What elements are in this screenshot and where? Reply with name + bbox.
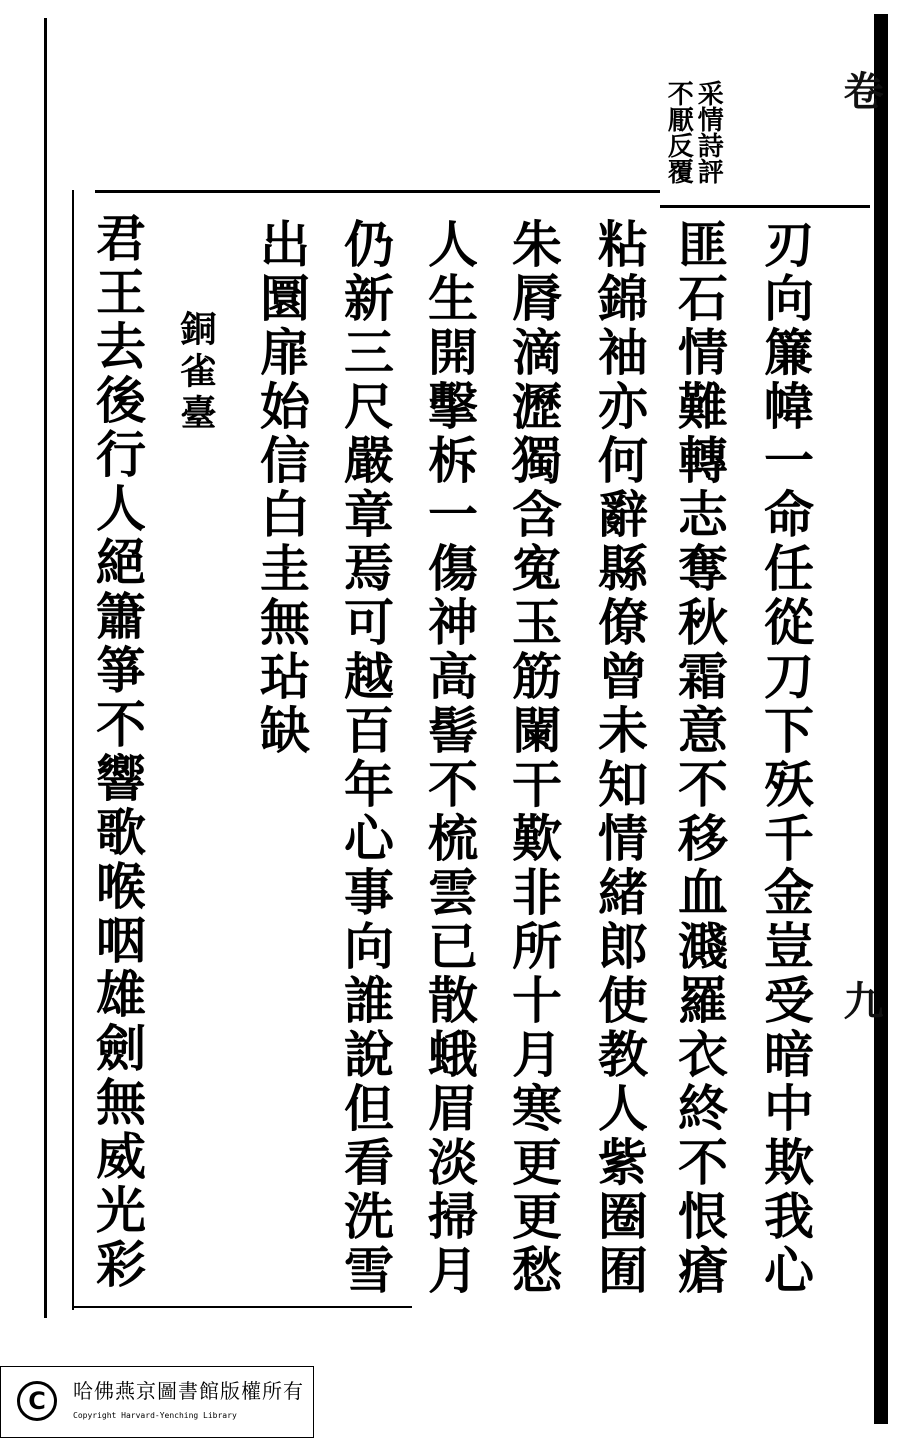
text-column-4: 朱脣滴瀝獨含寃玉筋闌干歎非所十月寒更更愁 xyxy=(504,218,563,1298)
text-column-3: 粘錦袖亦何辭縣僚曾未知情緒郎使教人紫圈囿 xyxy=(590,218,649,1298)
text-column-1: 刃向簾幃一命任從刀下殀千金豈受暗中欺我心 xyxy=(756,218,815,1298)
copyright-stamp xyxy=(0,1366,314,1438)
text-box-top-border xyxy=(95,190,660,193)
text-column-2: 匪石情難轉志奪秋霜意不移血濺羅衣終不恨瘡 xyxy=(670,218,729,1298)
outer-right-border xyxy=(874,14,888,1424)
text-column-6: 仍新三尺嚴章焉可越百年心事向誰說但看洗雪 xyxy=(336,218,395,1298)
commentary-note-line-1: 采情詩評 xyxy=(693,80,724,184)
volume-mark: 卷 xyxy=(837,70,884,110)
text-box-left-border xyxy=(72,190,74,1310)
page-side-mark: 九 xyxy=(837,980,884,1020)
commentary-note-line-2: 不厭反覆 xyxy=(663,80,694,184)
outer-left-border xyxy=(44,18,47,1318)
copyright-icon: C xyxy=(17,1381,57,1421)
text-box-top-border-right xyxy=(660,205,870,208)
copyright-english: Copyright Harvard-Yenching Library xyxy=(73,1411,237,1420)
text-column-5: 人生開擊柝一傷神高髻不梳雲已散蛾眉淡掃月 xyxy=(420,218,479,1298)
copyright-chinese: 哈佛燕京圖書館版權所有 xyxy=(73,1379,304,1403)
text-column-7: 出圜扉始信白圭無玷缺 xyxy=(252,218,311,758)
text-column-9: 君王去後行人絕簫箏不響歌喉咽雄劍無威光彩 xyxy=(88,212,147,1292)
text-box-bottom-border xyxy=(72,1306,412,1308)
poem-title: 銅雀臺 xyxy=(175,310,217,436)
